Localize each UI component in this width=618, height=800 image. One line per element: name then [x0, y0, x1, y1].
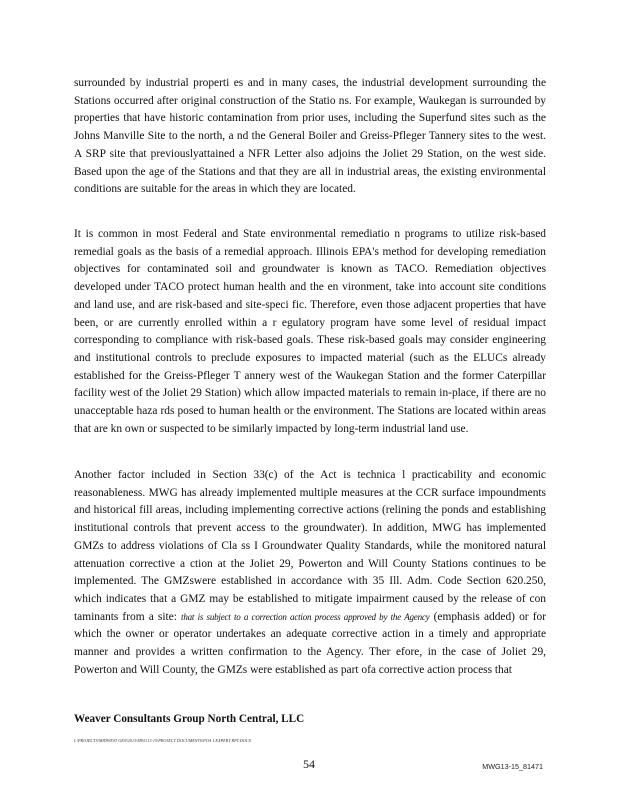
file-path-footer: I:\PROJECTS\MIDWEST GEN\2013\MWG13-15\PROJECT DOCUMENTS\POA 1.EXPERT RPT.DOCX — [74, 738, 252, 743]
paragraph-technical-practicability — [74, 467, 546, 679]
p3-text-after: (emphasis added) or for which the owner or operator undertakes an adequate corrective action in a timely and appropriate manner and provides a written confirmation to the Agency. Ther efore, in the case of Joliet 29, Powerton and Will County, the GMZs were established as part ofa corrective action process that — [74, 610, 546, 676]
consultant-firm-name: Weaver Consultants Group North Central, LLC — [74, 713, 305, 725]
document-id: MWG13-15_81471 — [482, 762, 543, 771]
paragraph-risk-based-goals: It is common in most Federal and State environmental remediatio n programs to utilize risk-based remedial goals as the basis of a remedial approach. Illinois EPA's method for developing remediation objectives for contaminated soil and groundwater is known as TACO. Remediation objectives developed under TACO protect human health and the en vironment, take into account site conditions and land use, and are risk-based and site-speci fic. Therefore, even those adjacent properties that have been, or are currently enrolled within a r egulatory program have some level of residual impact corresponding to compliance with risk-based goals. These risk-based goals may consider engineering and institutional controls to preclude exposures to impacted material (such as the ELUCs already established for the Greiss-Pfleger T annery west of the Waukegan Station and the former Caterpillar facility west of the Joliet 29 Station) which allow impacted materials to remain in-place, if there are no unacceptable haza rds posed to human health or the environment. The Stations are located within areas that are kn own or suspected to be similarly impacted by long-term industrial land use. — [74, 228, 546, 435]
p3-text-before: Another factor included in Section 33(c) of the Act is technica l practicability and economic reasonableness. MWG has already implemented multiple measures at the CCR surface impoundments and historical fill areas, including implementing corrective actions (relining the ponds and establishing institutional controls that prevent access to the groundwater). In addition, MWG has implemented GMZs to address violations of Cla ss I Groundwater Quality Standards, while the monitored natural attenuation corrective a ction at the Joliet 29, Powerton and Will County Stations continues to be implemented. The GMZswere established in accordance with 35 Ill. Adm. Code Section 620.250, which indicates that a GMZ may be established to mitigate impairment caused by the release of con taminants from a site: — [74, 469, 546, 623]
paragraph-industrial-surroundings: surrounded by industrial properti es and in many cases, the industrial development surrounding the Stations occurred after original construction of the Statio ns. For example, Waukegan is surrounded by properties that have historic contamination from prior uses, including the Superfund sites such as the Johns Manville Site to the north, a nd the General Boiler and Greiss-Pfleger Tannery sites to the west. A SRP site that previouslyattained a NFR Letter also adjoins the Joliet 29 Station, on the west side. Based upon the age of the Stations and that they are all in industrial areas, the existing environmental conditions are suitable for the areas in which they are located. — [74, 77, 546, 196]
p3-emphasis-text: that is subject to a correction action process approved by the Agency — [181, 611, 430, 622]
page-number: 54 — [303, 757, 315, 771]
